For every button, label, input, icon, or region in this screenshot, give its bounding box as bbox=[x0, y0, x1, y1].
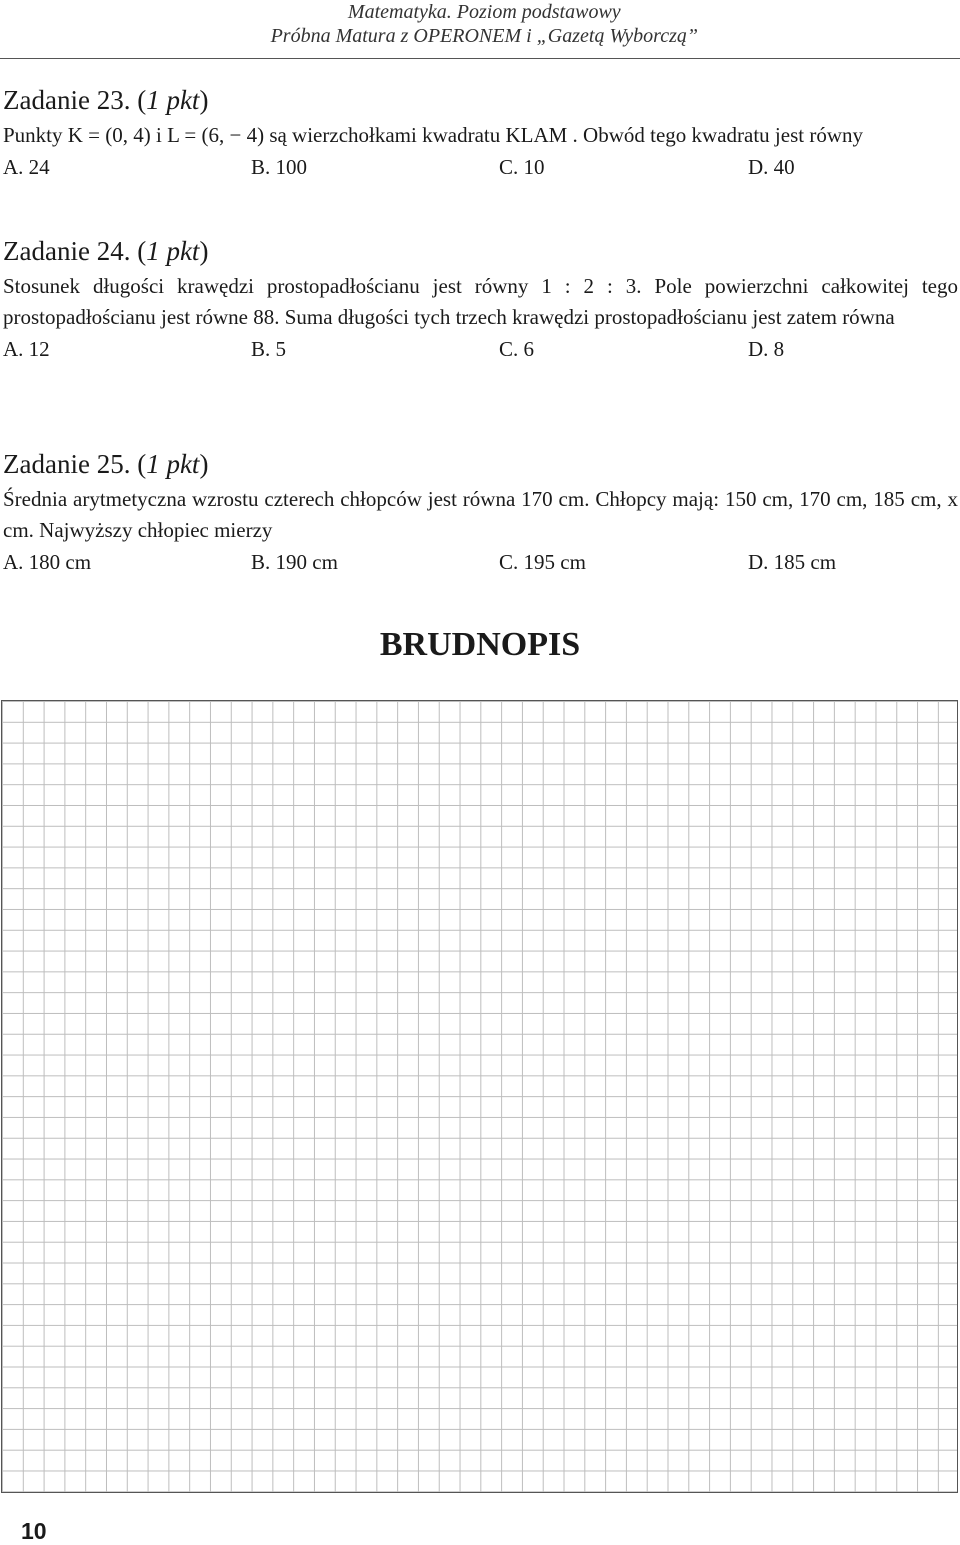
header-exam: Próbna Matura z OPERONEM i „Gazetą Wyborczą” bbox=[270, 25, 698, 47]
task-24 bbox=[3, 236, 958, 365]
option-a[interactable]: A. 12 bbox=[3, 337, 50, 361]
task-points: (1 pkt) bbox=[137, 449, 209, 479]
scratch-title: BRUDNOPIS bbox=[379, 626, 581, 663]
option-b[interactable]: B. 100 bbox=[251, 155, 308, 179]
answer-options bbox=[3, 546, 958, 578]
option-c[interactable]: C. 10 bbox=[499, 155, 545, 179]
option-d[interactable]: D. 185 cm bbox=[748, 550, 837, 574]
header-divider bbox=[0, 58, 960, 59]
task-text: Średnia arytmetyczna wzrostu czterech chłopców jest równa 170 cm. Chłopcy mają: 150 cm, 170 cm, 185 cm, x cm. Najwyższy chłopiec mierzy bbox=[3, 487, 958, 542]
option-b[interactable]: B. 5 bbox=[251, 337, 287, 361]
option-a[interactable]: A. 24 bbox=[3, 155, 50, 179]
header-subject: Matematyka. Poziom podstawowy bbox=[347, 1, 621, 23]
option-d[interactable]: D. 40 bbox=[748, 155, 795, 179]
task-title: Zadanie 23. (1 pkt) bbox=[3, 85, 209, 115]
task-25 bbox=[3, 449, 958, 578]
option-d[interactable]: D. 8 bbox=[748, 337, 785, 361]
page-number: 10 bbox=[21, 1518, 47, 1544]
task-title: Zadanie 25. (1 pkt) bbox=[3, 449, 209, 479]
task-points: (1 pkt) bbox=[137, 236, 209, 266]
answer-options bbox=[3, 151, 958, 183]
option-c[interactable]: C. 6 bbox=[499, 337, 535, 361]
option-a[interactable]: A. 180 cm bbox=[3, 550, 92, 574]
task-text: Punkty K = (0, 4) i L = (6, − 4) są wierzchołkami kwadratu KLAM . Obwód tego kwadratu jest równy bbox=[3, 123, 863, 147]
task-points: (1 pkt) bbox=[137, 85, 209, 115]
option-b[interactable]: B. 190 cm bbox=[251, 550, 338, 574]
page-header bbox=[271, 0, 698, 48]
task-text: Stosunek długości krawędzi prostopadłościanu jest równy 1 : 2 : 3. Pole powierzchni całkowitej tego prostopadłościanu jest równe 88. Suma długości tych trzech krawędzi prostopadłościanu jest zatem równa bbox=[3, 274, 958, 329]
scratch-grid[interactable] bbox=[1, 700, 958, 1493]
task-title: Zadanie 24. (1 pkt) bbox=[3, 236, 209, 266]
answer-options bbox=[3, 333, 958, 365]
task-23 bbox=[3, 85, 958, 183]
option-c[interactable]: C. 195 cm bbox=[499, 550, 586, 574]
